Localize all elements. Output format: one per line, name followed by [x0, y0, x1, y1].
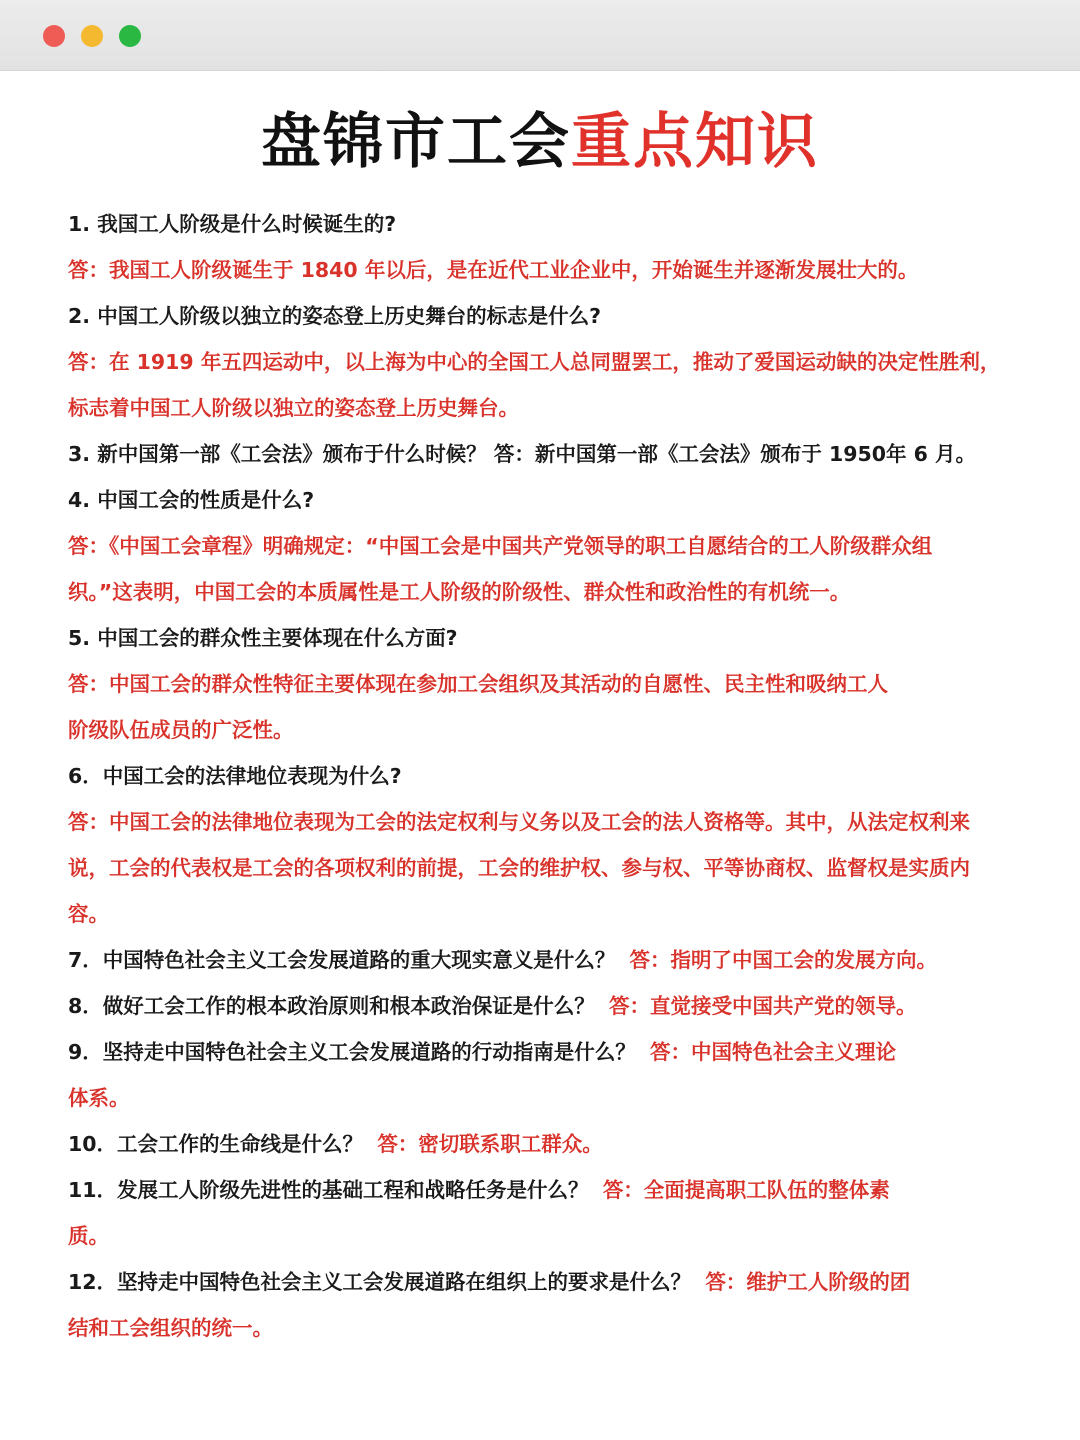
- qa-line: [68, 385, 1063, 431]
- page-title: [0, 88, 1080, 196]
- answer-text: 质。: [68, 1224, 109, 1248]
- question-text: 3. 新中国第一部《工会法》颁布于什么时候？ 答：新中国第一部《工会法》颁布于 1950年 6 月。: [68, 442, 977, 466]
- answer-text: 答：指明了中国工会的发展方向。: [629, 948, 938, 972]
- answer-text: 结和工会组织的统一。: [68, 1316, 273, 1340]
- question-text: 1. 我国工人阶级是什么时候诞生的?: [68, 212, 397, 236]
- answer-text: 标志着中国工人阶级以独立的姿态登上历史舞台。: [68, 396, 519, 420]
- question-text: 7．中国特色社会主义工会发展道路的重大现实意义是什么？: [68, 948, 616, 972]
- spacer: [589, 1178, 603, 1202]
- answer-text: 答：直觉接受中国共产党的领导。: [609, 994, 917, 1018]
- answer-text: 阶级队伍成员的广泛性。: [68, 718, 294, 742]
- qa-line: [68, 661, 1063, 707]
- qa-line: [68, 431, 1063, 477]
- question-text: 4. 中国工会的性质是什么?: [68, 488, 315, 512]
- answer-text: 体系。: [68, 1086, 130, 1110]
- qa-line: [68, 799, 1063, 845]
- answer-text: 织。”这表明，中国工会的本质属性是工人阶级的阶级性、群众性和政治性的有机统一。: [68, 580, 851, 604]
- qa-line: [68, 891, 1063, 937]
- answer-text: 答：维护工人阶级的团: [705, 1270, 911, 1294]
- qa-line: [68, 339, 1063, 385]
- question-text: 5. 中国工会的群众性主要体现在什么方面?: [68, 626, 458, 650]
- page-title-red: 重点知识: [571, 107, 819, 177]
- qa-line: [68, 569, 1063, 615]
- qa-line: [68, 247, 1063, 293]
- answer-text: 答：中国特色社会主义理论: [650, 1040, 897, 1064]
- question-text: 10．工会工作的生命线是什么？: [68, 1132, 364, 1156]
- answer-text: 答：中国工会的群众性特征主要体现在参加工会组织及其活动的自愿性、民主性和吸纳工人: [68, 672, 888, 696]
- qa-line: [68, 983, 1063, 1029]
- qa-line: [68, 293, 1063, 339]
- answer-text: 答：全面提高职工队伍的整体素: [602, 1178, 890, 1202]
- minimize-window-button[interactable]: [81, 25, 103, 47]
- qa-line: [68, 477, 1063, 523]
- qa-line: [68, 615, 1063, 661]
- answer-text: 答：中国工会的法律地位表现为工会的法定权利与义务以及工会的法人资格等。其中，从法定权利来: [68, 810, 970, 834]
- qa-line: [68, 937, 1063, 983]
- answer-text: 答：在 1919 年五四运动中，以上海为中心的全国工人总同盟罢工，推动了爱国运动缺的决定性胜利，: [68, 350, 1001, 374]
- answer-text: 容。: [68, 902, 109, 926]
- close-window-button[interactable]: [43, 25, 65, 47]
- qa-line: [68, 753, 1063, 799]
- spacer: [363, 1132, 377, 1156]
- maximize-window-button[interactable]: [119, 25, 141, 47]
- question-text: 2. 中国工人阶级以独立的姿态登上历史舞台的标志是什么?: [68, 304, 602, 328]
- qa-line: [68, 1259, 1063, 1305]
- answer-text: 答：《中国工会章程》明确规定：“中国工会是中国共产党领导的职工自愿结合的工人阶级群众组: [68, 534, 933, 558]
- page-title-black: 盘锦市工会: [261, 107, 571, 177]
- answer-text: 说，工会的代表权是工会的各项权利的前提，工会的维护权、参与权、平等协商权、监督权是实质内: [68, 856, 970, 880]
- qa-line: [68, 1305, 1063, 1351]
- spacer: [636, 1040, 650, 1064]
- qa-line: [68, 1029, 1063, 1075]
- question-text: 9．坚持走中国特色社会主义工会发展道路的行动指南是什么？: [68, 1040, 636, 1064]
- answer-text: 答：密切联系职工群众。: [377, 1132, 603, 1156]
- qa-line: [68, 201, 1063, 247]
- qa-line: [68, 1121, 1063, 1167]
- spacer: [691, 1270, 705, 1294]
- question-text: 8．做好工会工作的根本政治原则和根本政治保证是什么？: [68, 994, 595, 1018]
- qa-line: [68, 1167, 1063, 1213]
- question-text: 11．发展工人阶级先进性的基础工程和战略任务是什么？: [68, 1178, 589, 1202]
- spacer: [595, 994, 609, 1018]
- qa-line: [68, 523, 1063, 569]
- question-text: 12．坚持走中国特色社会主义工会发展道路在组织上的要求是什么？: [68, 1270, 692, 1294]
- qa-list: [68, 201, 1063, 1351]
- question-text: 6．中国工会的法律地位表现为什么?: [68, 764, 402, 788]
- qa-line: [68, 845, 1063, 891]
- qa-line: [68, 1075, 1063, 1121]
- qa-line: [68, 707, 1063, 753]
- window-titlebar: [0, 0, 1080, 71]
- qa-line: [68, 1213, 1063, 1259]
- answer-text: 答：我国工人阶级诞生于 1840 年以后，是在近代工业企业中，开始诞生并逐渐发展壮大的。: [68, 258, 919, 282]
- spacer: [615, 948, 629, 972]
